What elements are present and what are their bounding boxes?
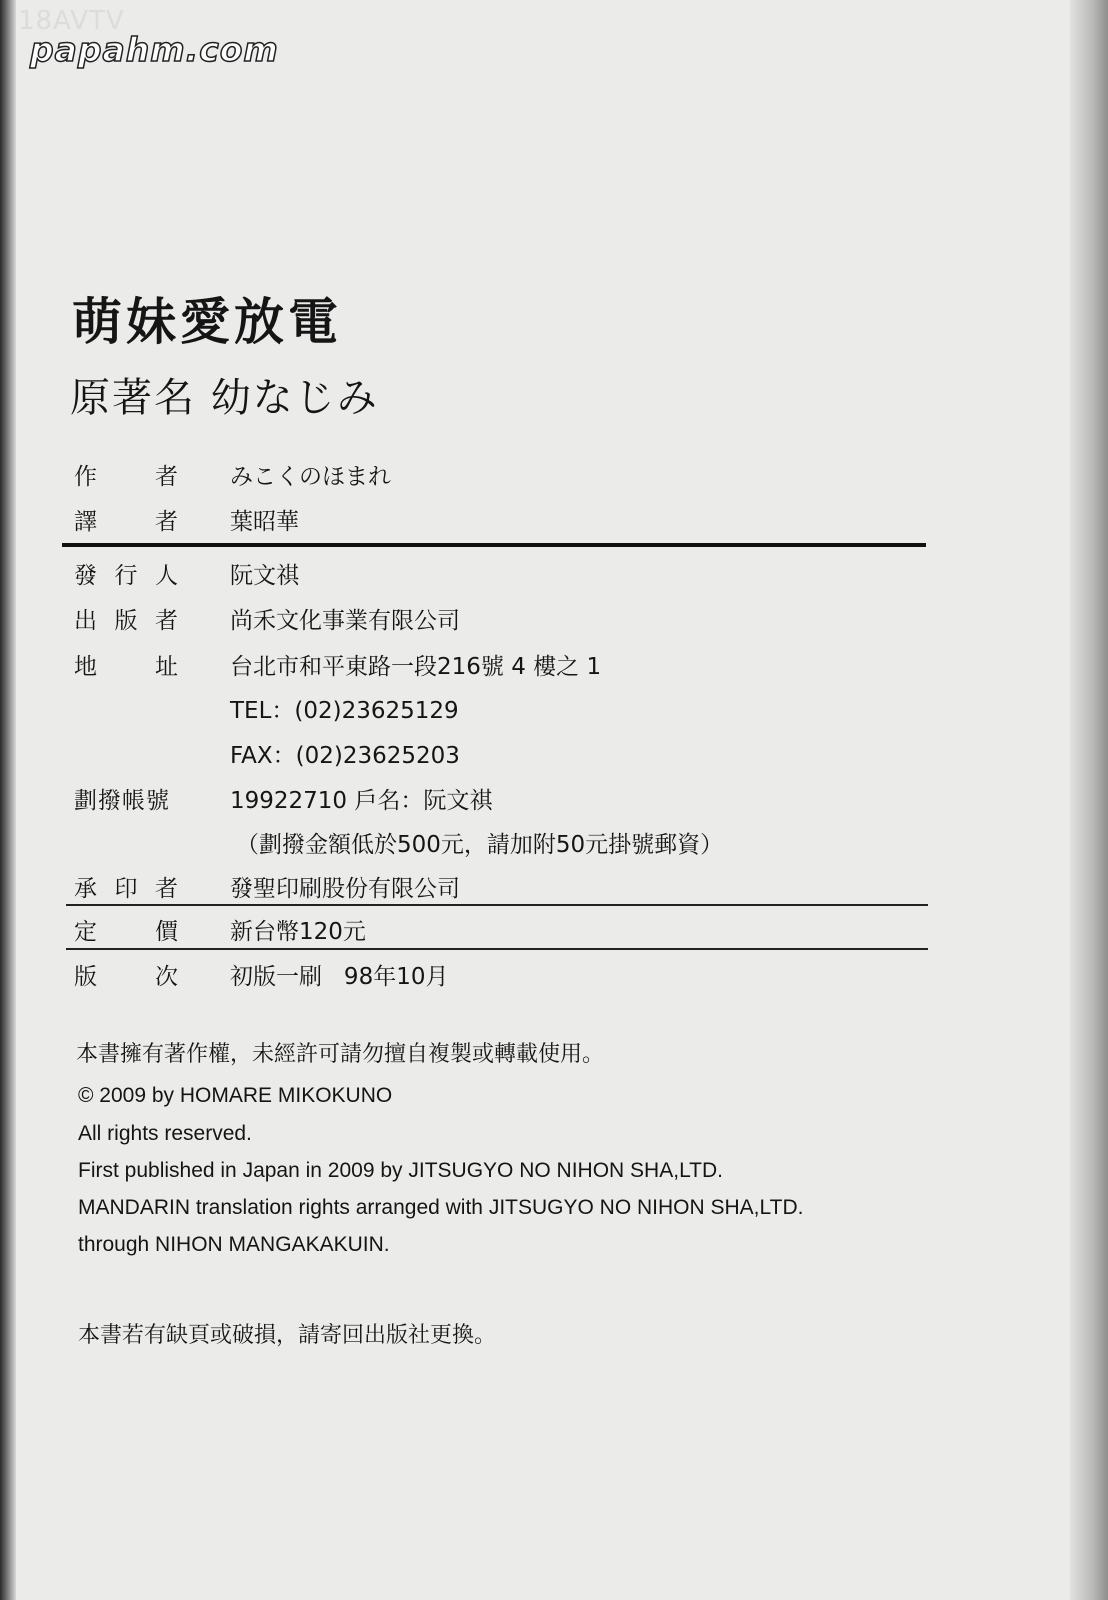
publisher-value: 尚禾文化事業有限公司	[230, 608, 460, 634]
label-char: 地	[74, 654, 97, 680]
label-char: 者	[155, 509, 178, 535]
account-label: 劃撥帳號	[74, 788, 170, 814]
label-char: 作	[74, 464, 97, 490]
label-char: 出	[74, 608, 97, 634]
issuer-label	[74, 557, 178, 590]
fax-value: FAX：(02)23625203	[230, 743, 460, 769]
page-edge-right	[1070, 0, 1108, 1600]
label-char: 者	[155, 876, 178, 902]
label-char: 印	[114, 876, 138, 902]
divider	[66, 948, 928, 950]
price-value: 新台幣120元	[230, 919, 366, 945]
label-char: 譯	[74, 509, 97, 535]
account-value: 19922710 戶名：阮文祺	[230, 788, 493, 814]
copyright-notice-zh: 本書擁有著作權，未經許可請勿擅自複製或轉載使用。	[76, 1042, 605, 1067]
label-char: 版	[114, 608, 138, 634]
address-value: 台北市和平東路一段216號 4 樓之 1	[230, 654, 602, 680]
label-char: 定	[74, 919, 97, 945]
rights-reserved: All rights reserved.	[78, 1122, 252, 1145]
copyright-line: © 2009 by HOMARE MIKOKUNO	[78, 1084, 393, 1107]
watermark-small: 18AVTV	[18, 6, 125, 36]
book-title: 萌妹愛放電	[72, 293, 342, 351]
label-char: 承	[74, 876, 97, 902]
label-char: 版	[74, 964, 97, 990]
label-char: 次	[155, 964, 178, 990]
translation-rights: MANDARIN translation rights arranged with JITSUGYO NO NIHON SHA,LTD.	[78, 1196, 804, 1219]
tel-value: TEL：(02)23625129	[230, 698, 459, 724]
label-char: 者	[155, 464, 178, 490]
address-label	[74, 648, 178, 681]
printer-label	[74, 870, 178, 903]
author-value: みこくのほまれ	[230, 464, 391, 490]
price-label	[74, 913, 178, 946]
author-label	[74, 458, 178, 491]
translator-label	[74, 503, 178, 536]
label-char: 價	[155, 919, 178, 945]
divider-thick	[62, 543, 926, 547]
divider	[66, 904, 928, 906]
edition-label	[74, 958, 178, 991]
edition-value: 初版一刷 98年10月	[230, 964, 449, 990]
label-char: 址	[155, 654, 178, 680]
page-edge-left	[0, 0, 16, 1600]
watermark-site: papahm.com	[30, 30, 279, 69]
translator-value: 葉昭華	[230, 509, 299, 535]
label-char: 發	[74, 563, 97, 589]
label-char: 行	[114, 563, 138, 589]
publisher-label	[74, 602, 178, 635]
defect-notice: 本書若有缺頁或破損，請寄回出版社更換。	[78, 1323, 497, 1348]
issuer-value: 阮文祺	[230, 563, 299, 589]
label-char: 人	[155, 563, 178, 589]
original-title: 原著名 幼なじみ	[70, 375, 379, 421]
printer-value: 發聖印刷股份有限公司	[230, 876, 460, 902]
translation-agent: through NIHON MANGAKAKUIN.	[78, 1233, 390, 1256]
label-char: 者	[155, 608, 178, 634]
account-note: （劃撥金額低於500元，請加附50元掛號郵資）	[236, 832, 724, 858]
first-published: First published in Japan in 2009 by JITSUGYO NO NIHON SHA,LTD.	[78, 1159, 724, 1182]
